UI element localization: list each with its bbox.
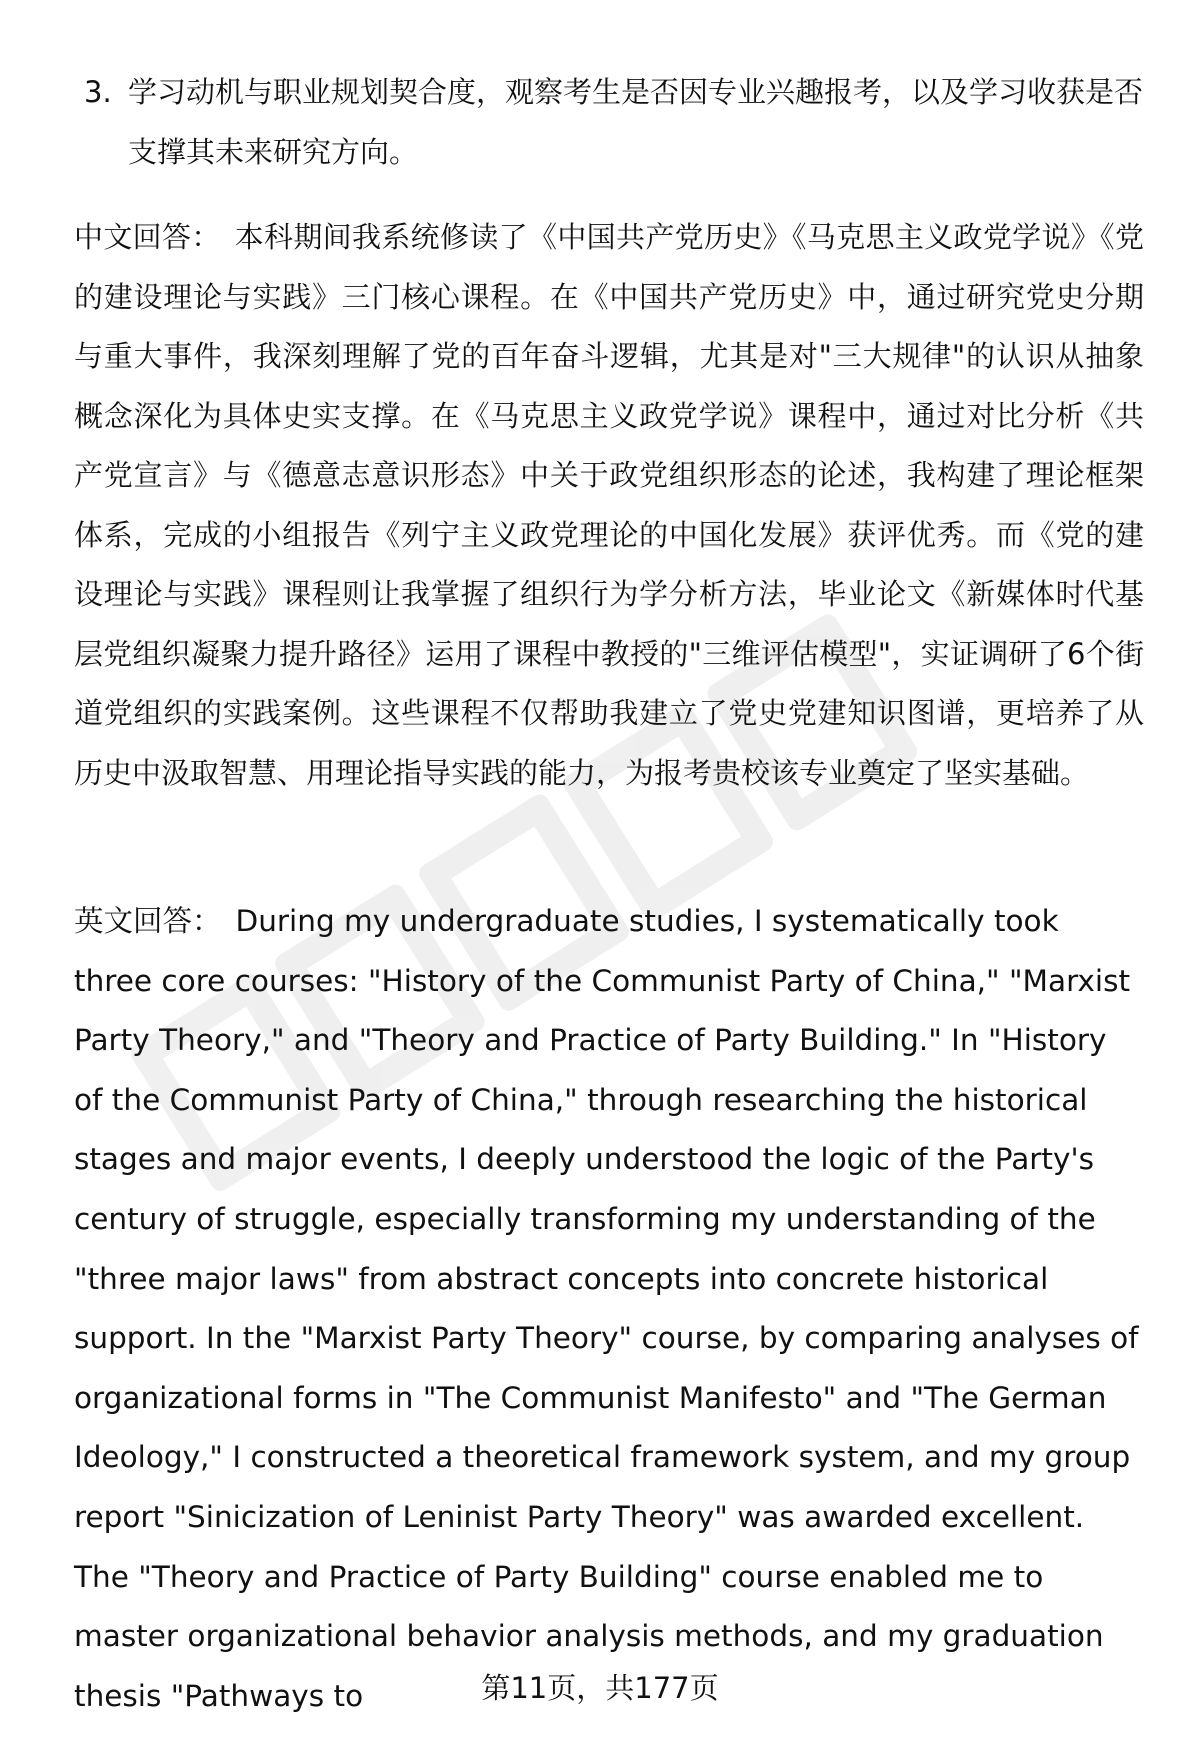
page-footer: 第11页，共177页 bbox=[481, 1671, 719, 1705]
list-item-text: 学习动机与职业规划契合度，观察考生是否因专业兴趣报考，以及学习收获是否支撑其未来研究方向。 bbox=[128, 75, 1144, 169]
chinese-answer-text: 本科期间我系统修读了《中国共产党历史》《马克思主义政党学说》《党的建设理论与实践》三门核心课程。在《中国共产党历史》中，通过研究党史分期与重大事件，我深刻理解了党的百年奋斗逻辑，尤其是对"三大规律"的认识从抽象概念深化为具体史实支撑。在《马克思主义政党学说》课程中，通过对比分析《共产党宣言》与《德意志意识形态》中关于政党组织形态的论述，我构建了理论框架体系，完成的小组报告《列宁主义政党理论的中国化发展》获评优秀。而《党的建设理论与实践》课程则让我掌握了组织行为学分析方法，毕业论文《新媒体时代基层党组织凝聚力提升路径》运用了课程中教授的"三维评估模型"，实证调研了6个街道党组织的实践案例。这些课程不仅帮助我建立了党史党建知识图谱，更培养了从历史中汲取智慧、用理论指导实践的能力，为报考贵校该专业奠定了坚实基础。 bbox=[74, 220, 1144, 790]
english-answer-text: During my undergraduate studies, I systematically took three core courses: "History of the Communist Party of China," "Marxist Party Theory," and "Theory and Practice of Party Building." In "History of the Communist Party of China," through researching the historical stages and major events, I deeply understood the logic of the Party's century of struggle, especially transforming my understanding of the "three major laws" from abstract concepts into concrete historical support. In the "Marxist Party Theory" course, by comparing analyses of organizational forms in "The Communist Manifesto" and "The German Ideology," I constructed a theoretical framework system, and my group report "Sinicization of Leninist Party Theory" was awarded excellent. The "Theory and Practice of Party Building" course enabled me to master organizational behavior analysis methods, and my graduation thesis "Pathways to bbox=[74, 904, 1139, 1713]
chinese-answer-label: 中文回答： bbox=[74, 220, 221, 254]
list-item-3 bbox=[84, 62, 1144, 182]
list-item-number: 3. bbox=[84, 75, 112, 109]
english-answer-paragraph bbox=[74, 892, 1144, 1726]
chinese-answer-paragraph bbox=[74, 208, 1144, 803]
english-answer-label: 英文回答： bbox=[74, 904, 222, 938]
